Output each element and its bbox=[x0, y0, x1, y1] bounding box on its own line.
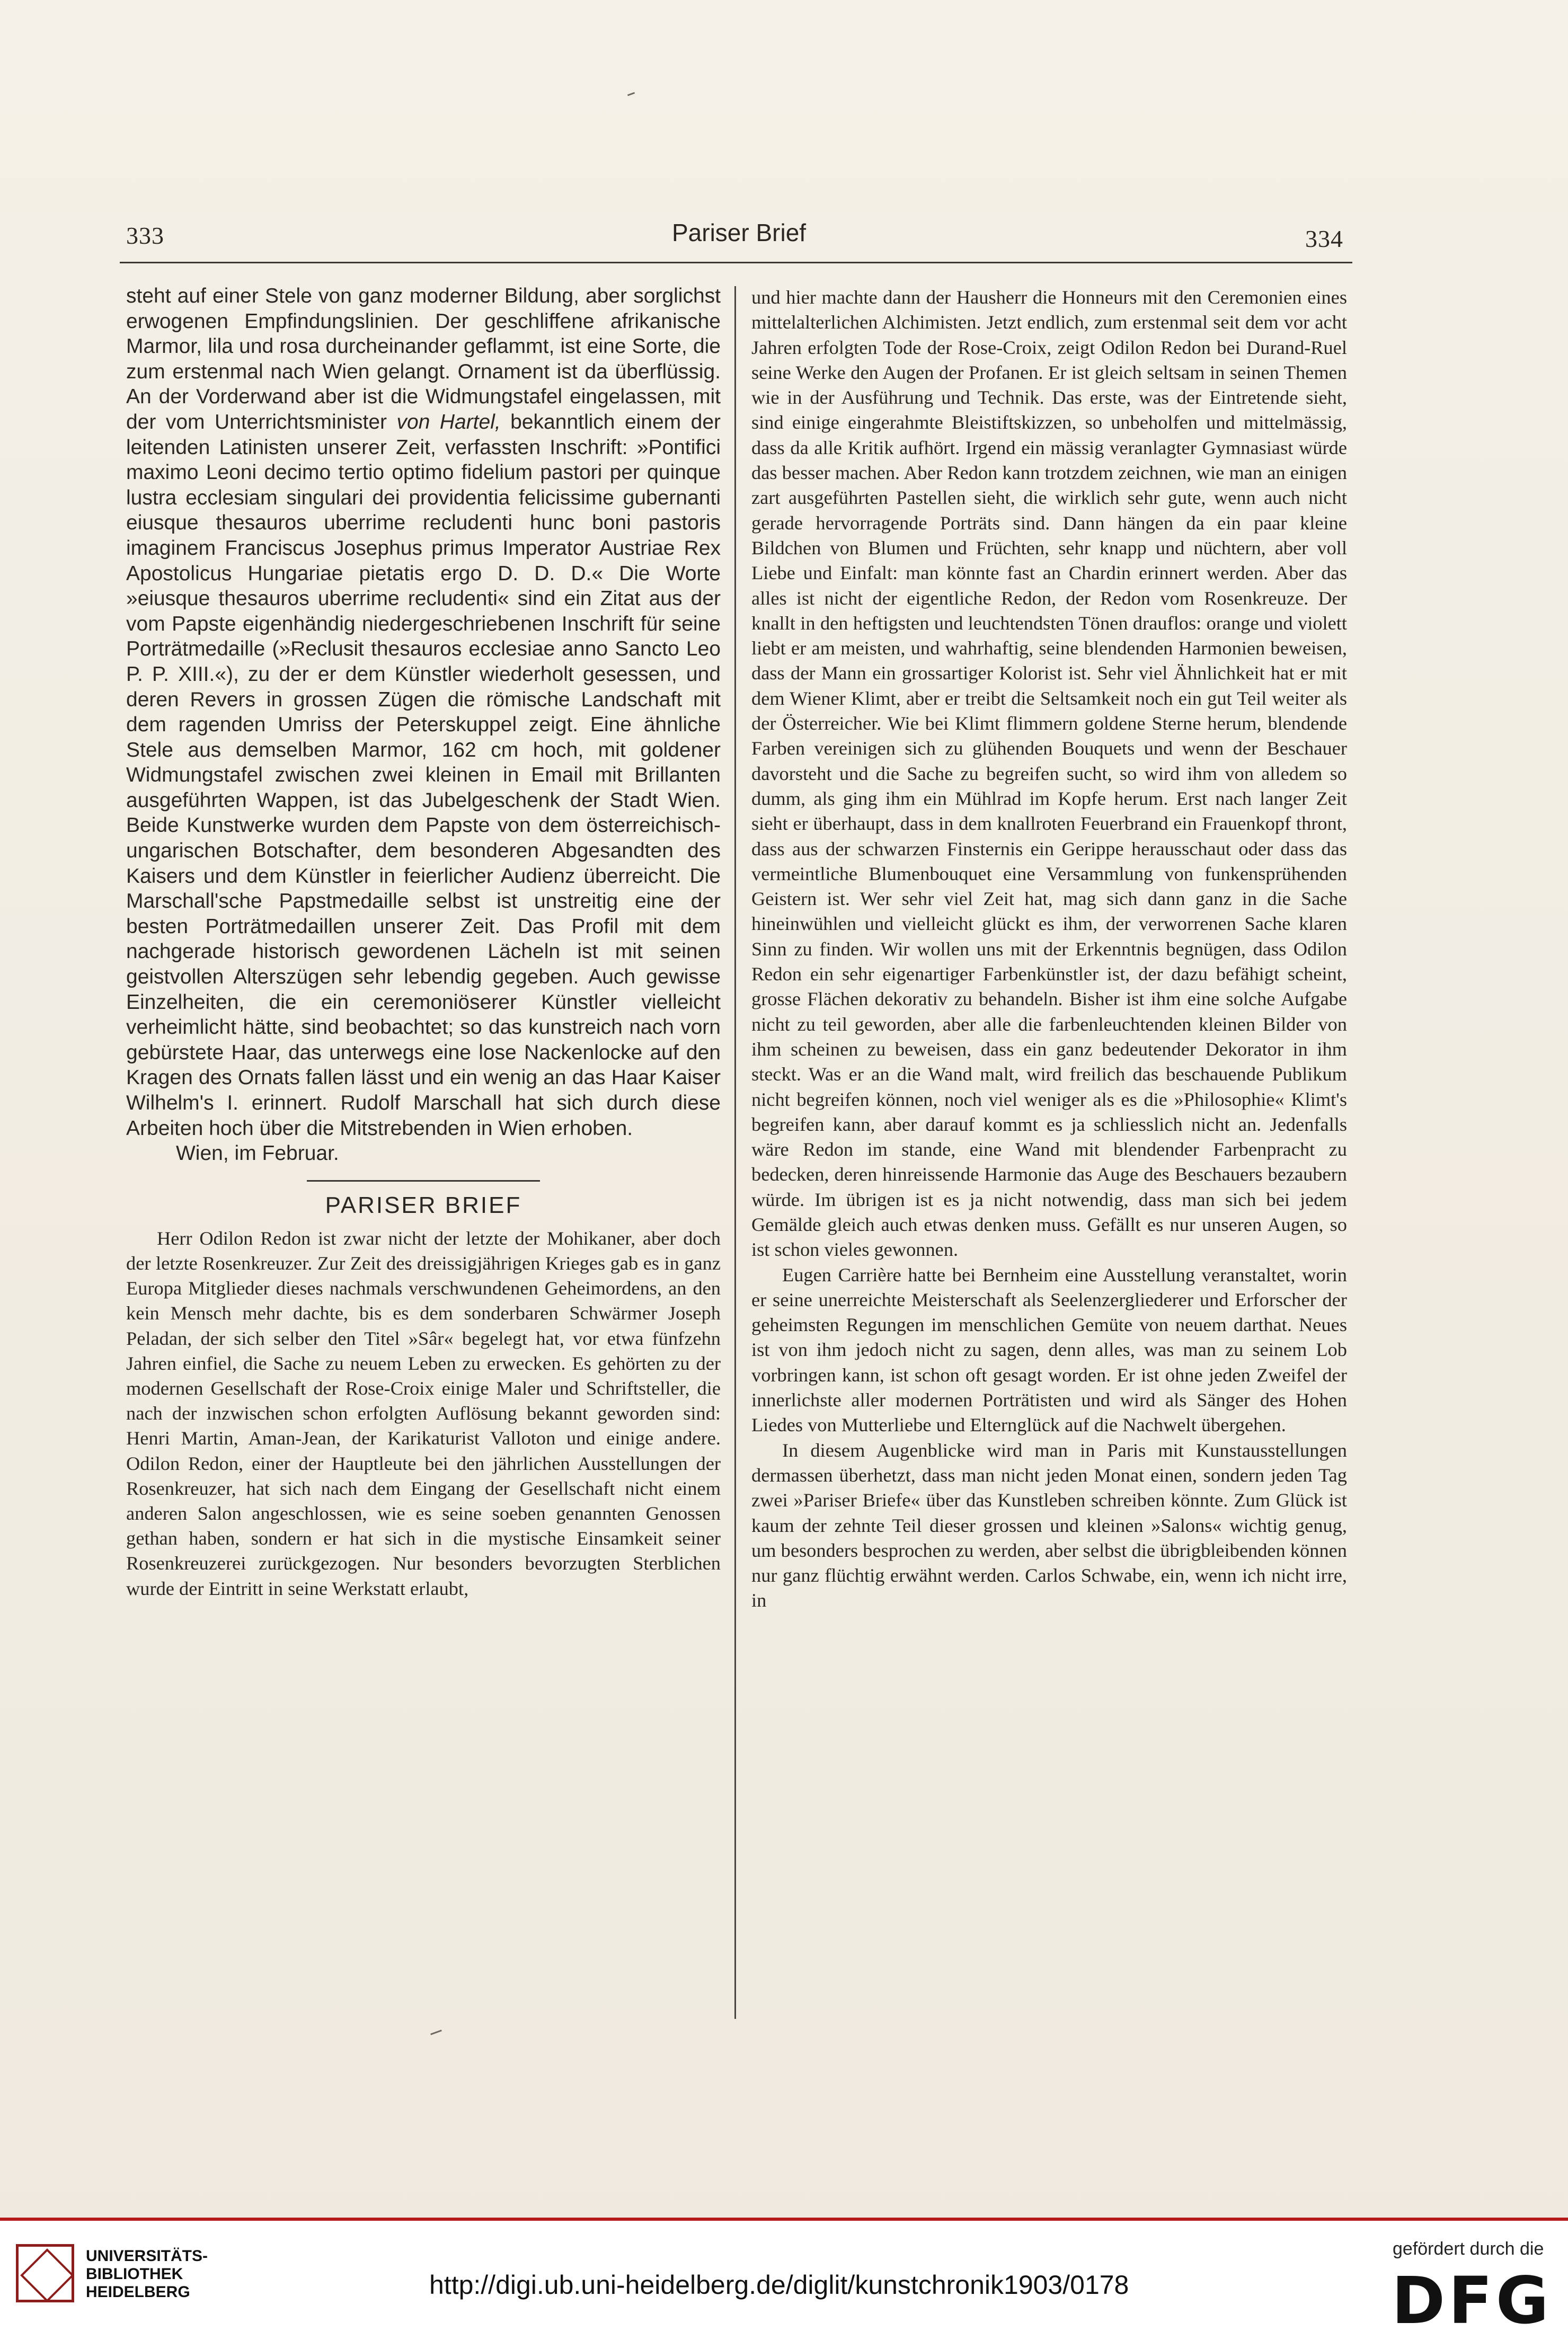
scan-speck bbox=[430, 2029, 442, 2035]
right-column bbox=[751, 285, 1347, 1614]
page-number-left: 333 bbox=[126, 222, 164, 249]
dfg-logo[interactable]: DFG bbox=[1392, 2263, 1552, 2338]
section-title: PARISER BRIEF bbox=[325, 1192, 522, 1218]
footer-bar bbox=[0, 2218, 1568, 2349]
footer-accent-rule bbox=[0, 2218, 1568, 2221]
permalink-url[interactable]: http://digi.ub.uni-heidelberg.de/diglit/kunstchronik1903/0178 bbox=[429, 2270, 1129, 2300]
library-name-line: HEIDELBERG bbox=[86, 2283, 190, 2301]
left-paragraph-2: Herr Odilon Redon ist zwar nicht der letzte der Mohikaner, aber doch der letzte Rosenkreuzer. Zur Zeit des dreissigjährigen Krieges gab es in ganz Europa Mitglieder dieses nachmals verschwundenen Geheimordens, an den kein Mensch mehr dachte, bis es dem sonderbaren Schwärmer Joseph Peladan, der sich selber den Titel »Sâr« begelegt hat, vor etwa fünfzehn Jahren einfiel, die Sache zu neuem Leben zu erwecken. Es gehörten zu der modernen Gesellschaft der Rose-Croix einige Maler und Schriftsteller, die nach der inzwischen schon erfolgten Auflösung bekannt geworden sind: Henri Martin, Aman-Jean, der Karikaturist Valloton und einige andere. Odilon Redon, einer der Hauptleute bei den jährlichen Ausstellungen der Rosenkreuzer, hat sich nach dem Eingang der Gesellschaft nicht einem anderen Salon angeschlossen, wie es seine soeben genannten Genossen gethan haben, sondern er hat sich in die mystische Einsamkeit seiner Rosenkreuzerei zurückgezogen. Nur besonders bevorzugten Sterblichen wurde der Eintritt in seine Werkstatt erlaubt, bbox=[126, 1227, 721, 1599]
running-title: Pariser Brief bbox=[672, 219, 807, 246]
university-library-logo-icon[interactable] bbox=[16, 2244, 74, 2302]
section-divider bbox=[307, 1180, 540, 1182]
library-name-line: BIBLIOTHEK bbox=[86, 2265, 183, 2283]
scan-speck bbox=[627, 92, 635, 96]
column-divider bbox=[734, 286, 736, 2019]
funding-label: gefördert durch die bbox=[1393, 2239, 1544, 2259]
left-column bbox=[126, 283, 721, 1601]
left-p1-text: steht auf einer Stele von ganz moderner Bildung, aber sorglichst erwogenen Empfindungslinien. Der geschliffene afrikanische Marmor, lila und rosa durcheinander geflammt, ist eine Sorte, die zum erstenmal nach Wien gelangt. Ornament ist da überflüssig. An der Vorderwand aber ist die Widmungstafel eingelassen, mit der vom Unterrichtsminister bbox=[126, 285, 721, 433]
right-paragraph-2: Eugen Carrière hatte bei Bernheim eine Ausstellung veranstaltet, worin er seine unerreichte Meisterschaft als Seelenzergliederer und Erforscher der geheimsten Regungen im menschlichen Gemüte von neuem darthat. Neues ist von ihm jedoch nicht zu sagen, denn alles, was man zu seinem Lob vorbringen kann, ist schon oft gesagt worden. Er ist ohne jeden Zweifel der innerlichste aller modernen Porträtisten und wird als Sänger des Hohen Liedes von Mutterliebe und Elternglück auf die Nachwelt übergehen. bbox=[751, 1264, 1347, 1436]
left-p1-emphasis: von Hartel, bbox=[396, 410, 501, 433]
university-library-name[interactable] bbox=[86, 2247, 208, 2301]
header-rule bbox=[120, 262, 1352, 263]
page-number-right: 334 bbox=[1305, 225, 1343, 252]
right-paragraph-3: In diesem Augenblicke wird man in Paris mit Kunstausstellungen dermassen überhetzt, dass man nicht jeden Monat einen, sondern jeden Tag zwei »Pariser Briefe« über das Kunstleben schreiben könnte. Zum Glück ist kaum der zehnte Teil dieser grossen und kleinen »Salons« wichtig genug, um besonders besprochen zu werden, aber selbst die übrigbleibenden können nur ganz flüchtig erwähnt werden. Carlos Schwabe, ein, wenn ich nicht irre, in bbox=[751, 1439, 1347, 1611]
left-paragraph-1 bbox=[126, 283, 721, 1141]
library-name-line: UNIVERSITÄTS- bbox=[86, 2247, 208, 2265]
left-p1-rest: bekanntlich einem der leitenden Latinisten unserer Zeit, verfassten Inschrift: »Pontifici maximo Leoni decimo tertio optimo fidelium pastori per quinque lustra ecclesiam singulari dei providentia felicissime gubernanti eiusque thesauros uberrime recludenti hunc boni pastoris imaginem Franciscus Josephus primus Imperator Austriae Rex Apostolicus Hungariae pietatis ergo D. D. D.« Die Worte »eiusque thesauros uberrime recludenti« sind ein Zitat aus der vom Papste eigenhändig niedergeschriebenen Inschrift für seine Porträtmedaille (»Reclusit thesauros ecclesiae anno Sancto Leo P. P. XIII.«), zu der er dem Künstler wiederholt gesessen, und deren Revers in grossen Zügen die römische Landschaft mit dem ragenden Umriss der Peterskuppel zeigt. Eine ähnliche Stele aus demselben Marmor, 162 cm hoch, mit goldener Widmungstafel zwischen zwei kleinen in Email mit Brillanten ausgeführten Wappen, ist das Jubelgeschenk der Stadt Wien. Beide Kunstwerke wurden dem Papste von dem österreichisch-ungarischen Botschafter, dem besonderen Abgesandten des Kaisers und dem Künstler in feierlicher Audienz überreicht. Die Marschall'sche Papstmedaille selbst ist unstreitig eine der besten Porträtmedaillen unserer Zeit. Das Profil mit dem nachgerade historisch gewordenen Lächeln ist mit seinen geistvollen Alterszügen sehr lebendig gegeben. Auch gewisse Einzelheiten, die ein ceremoniöserer Künstler vielleicht verheimlicht hätte, sind beobachtet; so das kunstreich nach vorn gebürstete Haar, das unterwegs eine lose Nackenlocke auf den Kragen des Ornats fallen lässt und ein wenig an das Haar Kaiser Wilhelm's I. erinnert. Rudolf Marschall hat sich durch diese Arbeiten hoch über die Mitstrebenden in Wien erhoben. bbox=[126, 410, 721, 1140]
right-paragraph-1: und hier machte dann der Hausherr die Honneurs mit den Ceremonien eines mittelalterlichen Alchimisten. Jetzt endlich, zum erstenmal seit dem vor acht Jahren erfolgten Tode der Rose-Croix, zeigt Odilon Redon bei Durand-Ruel seine Werke den Augen der Profanen. Er ist gleich seltsam in seinen Themen wie in der Ausführung und Technik. Das erste, was der Eintretende sieht, sind einige eingerahmte Bleistiftskizzen, so unbeholfen und mittelmässig, dass da alle Kritik aufhört. Irgend ein mässig veranlagter Gymnasiast würde das besser machen. Aber Redon kann trotzdem zeichnen, wie man an einigen zart ausgeführten Pastellen sieht, die wirklich sehr gute, wenn auch nicht gerade hervorragende Porträts sind. Dann hängen da ein paar kleine Bildchen von Blumen und Früchten, sehr knapp und nüchtern, aber voll Liebe und Einfalt: man könnte fast an Chardin erinnert werden. Aber das alles ist nicht der eigentliche Redon, der Redon vom Rosenkreuze. Der knallt in den heftigsten und leuchtendsten Tönen drauflos: orange und violett liebt er am meisten, und wahrhaftig, seine blendenden Harmonien beweisen, dass der Mann ein grossartiger Kolorist ist. Sehr viel Ähnlichkeit hat er mit dem Wiener Klimt, aber er treibt die Seltsamkeit noch ein gut Teil weiter als der Österreicher. Wie bei Klimt flimmern goldene Sterne herum, blendende Farben vereinigen sich zu glühenden Bouquets und wenn der Beschauer davorsteht und die Sache zu begreifen sucht, so wird ihm von alledem so dumm, als ging ihm ein Mühlrad im Kopfe herum. Erst nach langer Zeit sieht er überhaupt, dass in dem knallroten Feuerbrand ein Frauenkopf thront, dass aus der schwarzen Finsternis ein Gerippe herausschaut oder dass das vermeintliche Blumenbouquet eine Versammlung von funkensprühenden Geistern ist. Wer sehr viel Zeit hat, mag sich dann ganz in die Sache hineinwühlen und vielleicht glückt es ihm, der verworrenen Sache klaren Sinn zu finden. Wir wollen uns mit der Erkenntnis begnügen, dass Odilon Redon ein sehr eigenartiger Farbenkünstler ist, der dazu befähigt scheint, grosse Flächen dekorativ zu behandeln. Bisher ist ihm eine solche Aufgabe nicht zu teil geworden, aber alle die farbenleuchtenden kleinen Bilder von ihm scheinen zu beweisen, dass ein ganz bedeutender Dekorator in ihm steckt. Was er an die Wand malt, wird freilich das beschauende Publikum nicht begreifen können, noch viel weniger als es die »Philosophie« Klimt's begreifen kann, aber darauf kommt es ja schliesslich nicht an. Jedenfalls wäre Redon im stande, eine Wand mit blendender Farbenpracht zu bedecken, deren hinreissende Harmonie das Auge des Beschauers bezaubern würde. Im übrigen ist es ja nicht notwendig, dass man sich bei jedem Gemälde gleich auch etwas denken muss. Gefällt es nur unseren Augen, so ist schon vieles gewonnen. bbox=[751, 287, 1347, 1261]
dateline: Wien, im Februar. bbox=[176, 1142, 339, 1165]
